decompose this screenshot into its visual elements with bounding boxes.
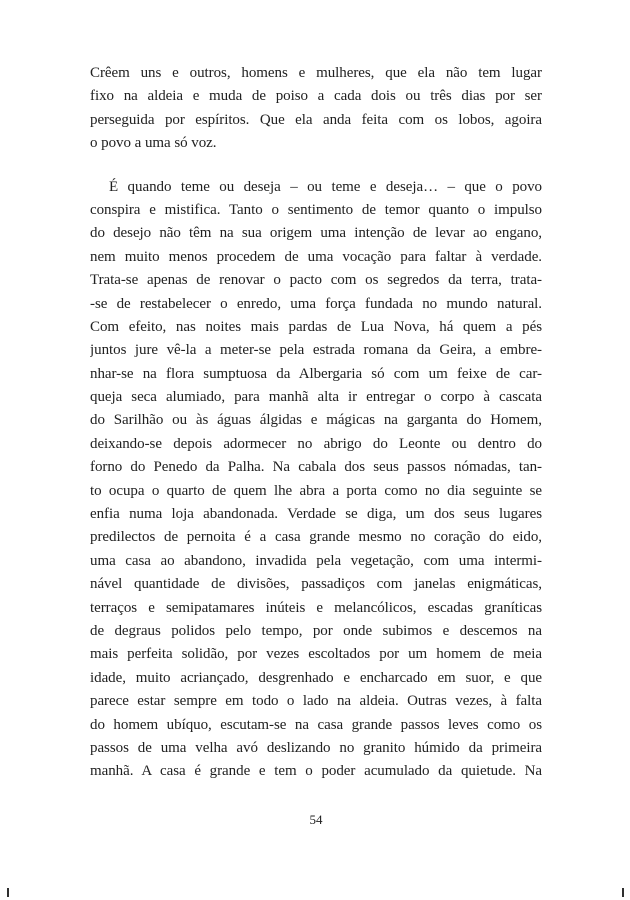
text-line: nhar-se na flora sumptuosa da Albergaria só com um feixe de car-	[90, 365, 542, 382]
text-line: uma casa ao abandono, invadida pela vegetação, com uma intermi-	[90, 552, 542, 569]
text-line: -se de restabelecer o enredo, uma força fundada no mundo natural.	[90, 295, 542, 312]
text-line: passos de uma velha avó deslizando no granito húmido da primeira	[90, 739, 542, 756]
text-line: juntos jure vê-la a meter-se pela estrada romana da Geira, a embre-	[90, 342, 542, 359]
text-line: do Sarilhão ou às águas álgidas e mágicas na garganta do Homem,	[90, 412, 542, 429]
paragraph	[90, 62, 542, 156]
crop-mark-bottom-right	[622, 888, 624, 897]
page-number: 54	[309, 812, 323, 827]
text-line: nável quantidade de divisões, passadiços com janelas enigmáticas,	[90, 576, 542, 593]
text-line: Com efeito, nas noites mais pardas de Lua Nova, há quem a pés	[90, 318, 542, 335]
text-line: fixo na aldeia e muda de poiso a cada dois ou três dias por ser	[90, 88, 542, 105]
text-line: Trata-se apenas de renovar o pacto com os segredos da terra, trata-	[90, 272, 542, 289]
text-line: idade, muito acriançado, desgrenhado e encharcado em suor, e que	[90, 669, 542, 686]
text-line: de degraus polidos pelo tempo, por onde subimos e descemos na	[90, 622, 542, 639]
crop-mark-bottom-left	[7, 888, 9, 897]
paragraph	[90, 176, 542, 784]
body-text	[90, 62, 542, 784]
text-line: do homem ubíquo, escutam-se na casa grande passos leves como os	[90, 716, 542, 733]
text-line: to ocupa o quarto de quem lhe abra a porta como no dia seguinte se	[90, 482, 542, 499]
text-line: do desejo não têm na sua origem uma intenção de levar ao engano,	[90, 225, 542, 242]
text-line: perseguida por espíritos. Que ela anda feita com os lobos, agoira	[90, 111, 542, 128]
text-line: deixando-se depois adormecer no abrigo do Leonte ou dentro do	[90, 435, 542, 452]
text-line: É quando teme ou deseja – ou teme e deseja… – que o povo	[109, 178, 542, 195]
text-line: parece estar sempre em todo o lado na aldeia. Outras vezes, à falta	[90, 693, 542, 710]
text-line: queja seca alumiado, para manhã alta ir entregar o corpo à cascata	[90, 389, 542, 406]
text-line: conspira e mistifica. Tanto o sentimento de temor quanto o impulso	[90, 201, 542, 218]
text-line: predilectos de pernoita é a casa grande mesmo no coração do eido,	[90, 529, 542, 546]
text-line: terraços e semipatamares inúteis e melancólicos, escadas graníticas	[90, 599, 542, 616]
text-line: enfia numa loja abandonada. Verdade se diga, um dos seus lugares	[90, 506, 542, 523]
text-line: nem muito menos procedem de uma vocação para faltar à verdade.	[90, 248, 542, 265]
text-line: mais perfeita solidão, por vezes escoltados por um homem de meia	[90, 646, 542, 663]
text-line: manhã. A casa é grande e tem o poder acumulado da quietude. Na	[90, 763, 542, 780]
text-line: Crêem uns e outros, homens e mulheres, que ela não tem lugar	[90, 65, 542, 81]
text-line: o povo a uma só voz.	[90, 135, 217, 152]
text-line: forno do Penedo da Palha. Na cabala dos seus passos nómadas, tan-	[90, 459, 542, 476]
